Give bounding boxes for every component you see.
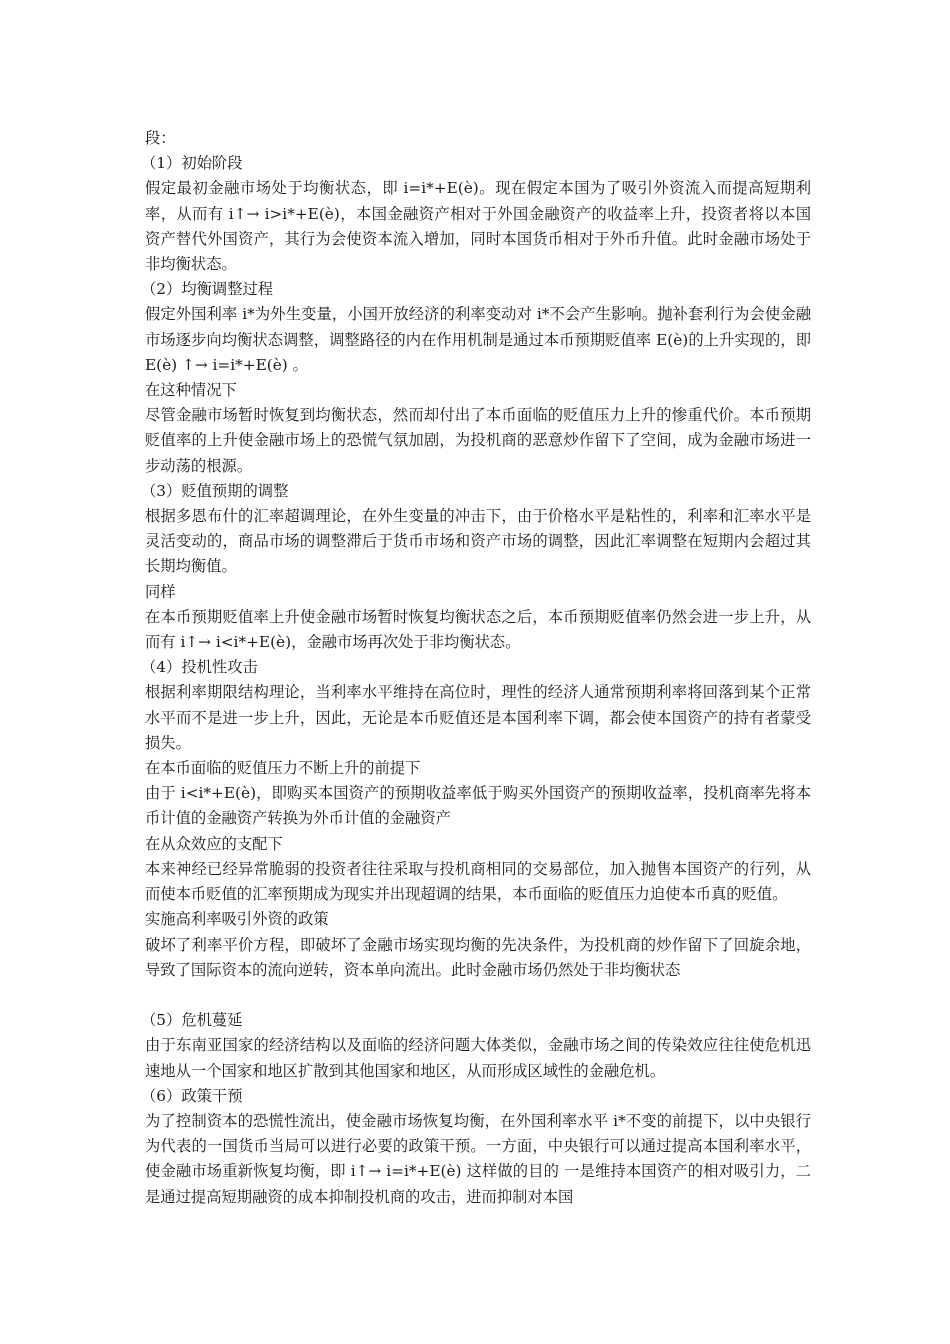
paragraph: 在本币预期贬值率上升使金融市场暂时恢复均衡状态之后，本币预期贬值率仍然会进一步上升，从而有 i↑→ i<i*+E(è)，金融市场再次处于非均衡状态。	[145, 607, 811, 652]
paragraph: 假定外国利率 i*为外生变量，小国开放经济的利率变动对 i*不会产生影响。抛补套利行为会使金融市场逐步向均衡状态调整，调整路径的内在作用机制是通过本币预期贬值率 E(è)的上升实现的，即 E(è) ↑→ i=i*+E(è) 。	[145, 305, 842, 374]
paragraph: 根据多恩布什的汇率超调理论，在外生变量的冲击下，由于价格水平是粘性的，利率和汇率水平是灵活变动的，商品市场的调整滞后于货币市场和资产市场的调整，因此汇率调整在短期内会超过其长期均衡值。	[145, 507, 811, 576]
paragraph: 同样	[145, 582, 176, 601]
paragraph: 由于东南亚国家的经济结构以及面临的经济问题大体类似，金融市场之间的传染效应往往使危机迅速地从一个国家和地区扩散到其他国家和地区，从而形成区域性的金融危机。	[145, 1036, 811, 1080]
paragraph: 尽管金融市场暂时恢复到均衡状态，然而却付出了本币面临的贬值压力上升的惨重代价。本币预期贬值率的上升使金融市场上的恐慌气氛加剧，为投机商的恶意炒作留下了空间，成为金融市场进一步动荡的根源。	[145, 406, 811, 475]
paragraph: 假定最初金融市场处于均衡状态，即 i=i*+E(è)。现在假定本国为了吸引外资流入而提高短期利率，从而有 i↑→ i>i*+E(è)，本国金融资产相对于外国金融资产的收益率上升，投资者将以本国资产替代外国资产，其行为会使资本流入增加，同时本国货币相对于外币升值。此时金融市场处于非均衡状态。	[145, 179, 811, 274]
paragraph: 在本币面临的贬值压力不断上升的前提下	[145, 759, 421, 778]
paragraph: 破坏了利率平价方程，即破坏了金融市场实现均衡的先决条件，为投机商的炒作留下了回旋余地，导致了国际资本的流向逆转，资本单向流出。此时金融市场仍然处于非均衡状态	[145, 935, 811, 979]
blank-line	[145, 983, 811, 1008]
section-heading: （4）投机性攻击	[141, 658, 258, 677]
paragraph: 为了控制资本的恐慌性流出，使金融市场恢复均衡，在外国利率水平 i*不变的前提下，以中央银行为代表的一国货币当局可以进行必要的政策干预。一方面，中央银行可以通过提高本国利率水平，使金融市场重新恢复均衡，即 i↑→ i=i*+E(è) 这样做的目的 一是维持本国资产的相对吸引力，二是通过提高短期融资的成本抑制投机商的攻击，进而抑制对本国	[145, 1111, 811, 1206]
section-heading: （2）均衡调整过程	[141, 280, 274, 299]
paragraph: 在从众效应的支配下	[145, 834, 283, 853]
paragraph: 由于 i<i*+E(è)，即购买本国资产的预期收益率低于购买外国资产的预期收益率，投机商率先将本币计值的金融资产转换为外币计值的金融资产	[145, 784, 811, 828]
paragraph: 在这种情况下	[145, 381, 237, 400]
paragraph: 段：	[145, 129, 176, 147]
section-heading: （3）贬值预期的调整	[141, 481, 289, 500]
paragraph: 根据利率期限结构理论，当利率水平维持在高位时，理性的经济人通常预期利率将回落到某个正常水平而不是进一步上升，因此，无论是本币贬值还是本国利率下调，都会使本国资产的持有者蒙受损失。	[145, 683, 811, 752]
section-heading: （6）政策干预	[141, 1086, 243, 1105]
paragraph: 本来神经已经异常脆弱的投资者往往采取与投机商相同的交易部位，加入抛售本国资产的行列，从而使本币贬值的汇率预期成为现实并出现超调的结果，本币面临的贬值压力迫使本币真的贬值。	[145, 859, 811, 904]
document-body	[141, 126, 842, 1210]
section-heading: （1）初始阶段	[141, 154, 243, 173]
paragraph: 实施高利率吸引外资的政策	[145, 910, 329, 929]
section-heading: （5）危机蔓延	[141, 1011, 243, 1030]
